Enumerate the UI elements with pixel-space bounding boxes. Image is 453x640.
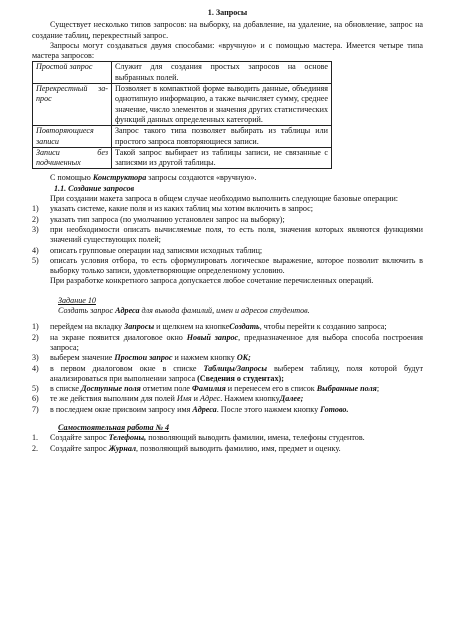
wizard-table-row: [33, 147, 332, 169]
item-number: 3): [32, 353, 39, 363]
text-run: Создать: [229, 322, 260, 332]
operations-outro: При разработке конкретного запроса допускается любое сочетание перечисленных операций.: [50, 276, 374, 286]
text-run: те же действия выполним для полей: [50, 394, 177, 404]
wizard-type-name: Записи без подчиненных: [33, 147, 112, 169]
text-run: Новый запрос: [186, 332, 239, 342]
task-step: [32, 394, 423, 404]
text-run: и: [191, 394, 201, 404]
text-run: в последнем окне присвоим запросу имя: [50, 404, 193, 414]
text-run: . После этого нажмем кнопку: [216, 404, 321, 414]
text-run: Готово.: [320, 404, 349, 414]
operation-text: описать групповые операции над записями исходных таблиц;: [50, 245, 263, 255]
wizard-types-table: [32, 61, 332, 169]
wizard-type-name: Простой запрос: [33, 62, 112, 84]
wizard-table-row: [33, 62, 332, 84]
text-run: ;: [376, 384, 380, 394]
subsection-heading: 1.1. Создание запросов: [54, 183, 135, 193]
text-run: Простои запрос: [114, 353, 173, 363]
text-run: и щелкнем на кнопке: [154, 322, 230, 332]
independent-item: [32, 433, 423, 443]
text-run: , позволяющий выводить фамилию, имя, предмет и оценку.: [136, 443, 341, 453]
operation-item: [32, 256, 423, 277]
task-step: [32, 384, 423, 394]
constructor-paragraph: С помощью Конструктора запросы создаются «вручную».: [50, 173, 257, 183]
item-number: 3): [32, 224, 39, 234]
text-run: Создайте запрос: [50, 433, 109, 443]
text-run: Имя: [176, 394, 192, 404]
text-run: позволяющий выводить фамилии, имена, телефоны студентов.: [146, 433, 365, 443]
text-run: Доступные поля: [81, 384, 141, 394]
task-steps-list: [32, 322, 423, 415]
text-run: и нажмем кнопку: [172, 353, 237, 363]
task-step: [32, 364, 423, 385]
text-run: в первом диалоговом окне в списке: [50, 363, 204, 373]
item-number: 2): [32, 332, 39, 342]
item-number: 1): [32, 204, 39, 214]
item-number: 1): [32, 322, 39, 332]
task-step: [32, 322, 423, 332]
operation-text: описать условия отбора, то есть сформулировать логическое выражение, которое позволит включить в выборку только записи, удовлетворяющие определенному условию.: [50, 255, 423, 276]
task-description: Создать запрос Адреса для вывода фамилий, имен и адресов студентов.: [58, 306, 310, 316]
item-number: 4): [32, 363, 39, 373]
task-step: [32, 353, 423, 363]
operation-text: указать системе, какие поля и из каких таблиц мы хотим включить в запрос;: [50, 204, 313, 214]
operation-item: [32, 246, 423, 256]
text-run: и перенесем его в список: [225, 384, 317, 394]
intro-paragraph-types: Существует несколько типов запросов: на выборку, на добавление, на удаление, на обновление, запрос на создание таблиц, перекрестный запрос.: [32, 20, 423, 40]
subsection-intro: При создании макета запроса в общем случае необходимо выполнить следующие базовые операции:: [50, 194, 399, 204]
item-number: 4): [32, 245, 39, 255]
text-run: выберем значение: [50, 353, 115, 363]
text-run: Адрес: [200, 394, 221, 404]
wizard-table-row: [33, 126, 332, 148]
wizard-type-description: Запрос такого типа позволяет выбирать из таблицы или простого запроса повторяющиеся записи.: [112, 126, 332, 148]
operation-item: [32, 204, 423, 214]
text-run: выберем таблицу, поля которой будут анализироваться при выполнении запроса: [50, 363, 423, 383]
text-run: Фамилия: [191, 384, 226, 394]
text-run: , предназначенное для выбора способа построения запроса;: [50, 332, 423, 352]
wizard-type-description: Такой запрос выбирает из таблицы записи, не связанные с записями из другой таблицы.: [112, 147, 332, 169]
item-number: 5): [32, 384, 39, 394]
item-number: 2.: [32, 443, 39, 453]
task-step: [32, 333, 423, 354]
text-run: (Сведения о студентах);: [197, 373, 284, 383]
operation-item: [32, 225, 423, 246]
text-run: на экране появится диалоговое окно: [50, 332, 187, 342]
text-run: . Нажмем кнопку: [220, 394, 280, 404]
operations-list: [32, 204, 423, 276]
text-run: перейдем на вкладку: [50, 322, 125, 332]
item-number: 6): [32, 394, 39, 404]
text-run: Выбранные поля: [316, 384, 377, 394]
item-number: 2): [32, 214, 39, 224]
task-title: Задание 10: [58, 295, 96, 305]
intro-paragraph-methods: Запросы могут создаваться двумя способами: «вручную» и с помощью мастера. Имеется четыре типа мастера запросов:: [32, 40, 423, 61]
text-run: , чтобы перейти к созданию запроса;: [259, 322, 387, 332]
item-number: 7): [32, 404, 39, 414]
text-run: Таблицы/Запросы: [203, 363, 267, 373]
wizard-table-row: [33, 84, 332, 126]
text-run: отметим поле: [140, 384, 192, 394]
wizard-type-description: Позволяет в компактной форме выводить данные, объединяя однотипную информацию, а также вычисляет сумму, среднее значение, число элементов и значения других статистических функций данных определенных категорий.: [112, 84, 332, 126]
text-run: Запросы: [124, 322, 155, 332]
section-title: 1. Запросы: [207, 8, 248, 17]
independent-work-list: [32, 433, 423, 454]
operation-text: при необходимости описать вычисляемые поля, то есть поля, значения которых являются функциями значений существующих полей;: [50, 224, 423, 245]
operation-text: указать тип запроса (по умолчанию установлен запрос на выборку);: [50, 214, 285, 224]
independent-work-title: Самостоятельная работа № 4: [58, 422, 170, 432]
task-step: [32, 405, 423, 415]
wizard-type-name: Перекрестный за-прос: [33, 84, 112, 126]
wizard-type-description: Служит для создания простых запросов на основе выбранных полей.: [112, 62, 332, 84]
item-number: 5): [32, 255, 39, 265]
text-run: в списке: [50, 384, 82, 394]
independent-item: [32, 444, 423, 454]
operation-item: [32, 215, 423, 225]
text-run: ОК;: [236, 353, 251, 363]
item-number: 1.: [32, 433, 39, 443]
text-run: Адреса: [192, 404, 217, 414]
text-run: Телефоны,: [108, 433, 147, 443]
text-run: Создайте запрос: [50, 443, 109, 453]
wizard-type-name: Повторяющиеся записи: [33, 126, 112, 148]
text-run: Журнал: [108, 443, 137, 453]
text-run: Далее;: [279, 394, 304, 404]
